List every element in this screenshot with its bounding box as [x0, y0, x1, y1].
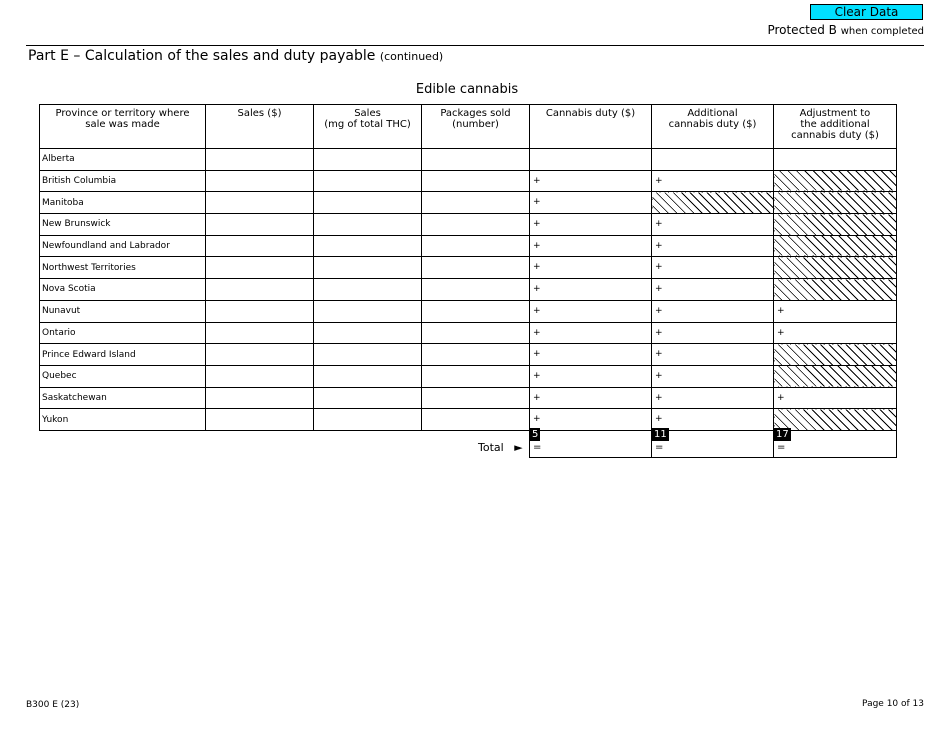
plus-sign: + — [533, 392, 541, 403]
plus-sign: + — [655, 262, 663, 273]
province-name: Northwest Territories — [40, 257, 206, 279]
table-row — [40, 344, 897, 366]
sales-dollars-field[interactable] — [206, 365, 314, 387]
sales-dollars-field[interactable] — [206, 279, 314, 301]
plus-sign: + — [533, 219, 541, 230]
province-name: Nova Scotia — [40, 279, 206, 301]
sales-dollars-field[interactable] — [206, 387, 314, 409]
plus-sign: + — [655, 392, 663, 403]
plus-sign: + — [533, 370, 541, 381]
cannabis-duty-field[interactable] — [530, 344, 652, 366]
province-name: New Brunswick — [40, 214, 206, 236]
plus-sign: + — [533, 327, 541, 338]
plus-sign: + — [533, 197, 541, 208]
table-row — [40, 257, 897, 279]
adjustment-field[interactable] — [774, 387, 897, 409]
adjustment-field — [774, 344, 897, 366]
additional-duty-field[interactable] — [652, 214, 774, 236]
packages-field[interactable] — [422, 365, 530, 387]
cannabis-duty-field[interactable] — [530, 322, 652, 344]
line-number-badge: 5 — [532, 429, 539, 440]
page-number: Page 10 of 13 — [862, 699, 924, 709]
line-number-badge: 17 — [776, 429, 789, 440]
adjustment-field — [774, 257, 897, 279]
sales-mg-field[interactable] — [314, 344, 422, 366]
adjustment-field — [774, 279, 897, 301]
packages-field[interactable] — [422, 214, 530, 236]
table-row — [40, 192, 897, 214]
table-header-row — [40, 105, 897, 149]
protected-note: when completed — [840, 26, 924, 37]
table-row — [40, 387, 897, 409]
additional-duty-field[interactable] — [652, 235, 774, 257]
equals-sign: = — [655, 442, 664, 453]
additional-duty-field[interactable] — [652, 170, 774, 192]
additional-duty-field — [652, 192, 774, 214]
plus-sign: + — [655, 370, 663, 381]
protected-text: Protected B — [767, 23, 837, 37]
adjustment-field[interactable] — [774, 322, 897, 344]
sales-mg-field[interactable] — [314, 149, 422, 171]
cannabis-duty-field[interactable] — [530, 235, 652, 257]
col-header-sales-dollars: Sales ($) — [206, 105, 314, 149]
protected-label — [767, 23, 924, 37]
plus-sign: + — [533, 175, 541, 186]
plus-sign: + — [533, 262, 541, 273]
sales-dollars-field[interactable] — [206, 214, 314, 236]
part-title-continued: (continued) — [379, 50, 444, 63]
sales-mg-field[interactable] — [314, 235, 422, 257]
plus-sign: + — [655, 349, 663, 360]
sales-mg-field[interactable] — [314, 192, 422, 214]
total-arrow-icon: ► — [514, 441, 523, 454]
total-label — [478, 441, 523, 454]
part-title-text: Part E – Calculation of the sales and duty payable — [28, 48, 376, 64]
additional-duty-field[interactable] — [652, 365, 774, 387]
table-row — [40, 279, 897, 301]
sales-dollars-field[interactable] — [206, 322, 314, 344]
sales-mg-field[interactable] — [314, 279, 422, 301]
additional-duty-field[interactable] — [652, 344, 774, 366]
adjustment-field — [774, 170, 897, 192]
province-name: Quebec — [40, 365, 206, 387]
table-row — [40, 365, 897, 387]
clear-data-button[interactable]: Clear Data — [810, 4, 923, 20]
adjustment-field[interactable] — [774, 300, 897, 322]
packages-field[interactable] — [422, 192, 530, 214]
province-name: Nunavut — [40, 300, 206, 322]
province-name: Alberta — [40, 149, 206, 171]
province-name: Newfoundland and Labrador — [40, 235, 206, 257]
col-header-additional-duty: Additional cannabis duty ($) — [652, 105, 774, 149]
plus-sign: + — [655, 305, 663, 316]
table-row — [40, 149, 897, 171]
additional-duty-field[interactable] — [652, 257, 774, 279]
packages-field[interactable] — [422, 170, 530, 192]
packages-field[interactable] — [422, 149, 530, 171]
equals-sign: = — [533, 442, 542, 453]
adjustment-field — [774, 365, 897, 387]
adjustment-field — [774, 192, 897, 214]
province-name: Manitoba — [40, 192, 206, 214]
table-row — [40, 235, 897, 257]
total-text: Total — [478, 441, 504, 454]
plus-sign: + — [533, 349, 541, 360]
sales-dollars-field[interactable] — [206, 170, 314, 192]
sales-dollars-field[interactable] — [206, 300, 314, 322]
packages-field[interactable] — [422, 409, 530, 431]
cannabis-duty-field[interactable] — [530, 170, 652, 192]
sales-mg-field[interactable] — [314, 387, 422, 409]
packages-field[interactable] — [422, 235, 530, 257]
col-header-packages: Packages sold (number) — [422, 105, 530, 149]
cannabis-duty-field[interactable] — [530, 192, 652, 214]
col-header-province: Province or territory where sale was made — [40, 105, 206, 149]
table-row — [40, 214, 897, 236]
sales-dollars-field[interactable] — [206, 257, 314, 279]
cannabis-duty-field[interactable] — [530, 365, 652, 387]
sales-dollars-field[interactable] — [206, 409, 314, 431]
packages-field[interactable] — [422, 279, 530, 301]
plus-sign: + — [655, 175, 663, 186]
total-cannabis-duty-field[interactable] — [529, 428, 652, 458]
adjustment-field — [774, 214, 897, 236]
packages-field[interactable] — [422, 300, 530, 322]
plus-sign: + — [655, 414, 663, 425]
plus-sign: + — [533, 240, 541, 251]
line-number-badge: 11 — [654, 429, 667, 440]
additional-duty-field[interactable] — [652, 322, 774, 344]
sales-mg-field[interactable] — [314, 365, 422, 387]
packages-field[interactable] — [422, 344, 530, 366]
plus-sign: + — [533, 305, 541, 316]
additional-duty-field[interactable] — [652, 300, 774, 322]
cannabis-duty-field[interactable] — [530, 300, 652, 322]
sales-dollars-field[interactable] — [206, 235, 314, 257]
equals-sign: = — [777, 442, 786, 453]
sales-mg-field[interactable] — [314, 170, 422, 192]
sales-dollars-field[interactable] — [206, 344, 314, 366]
plus-sign: + — [655, 327, 663, 338]
plus-sign: + — [777, 305, 785, 316]
province-name: Saskatchewan — [40, 387, 206, 409]
sales-mg-field[interactable] — [314, 300, 422, 322]
col-header-sales-mg: Sales (mg of total THC) — [314, 105, 422, 149]
additional-duty-field[interactable] — [652, 387, 774, 409]
table-row — [40, 300, 897, 322]
plus-sign: + — [777, 327, 785, 338]
province-name: Yukon — [40, 409, 206, 431]
plus-sign: + — [655, 240, 663, 251]
plus-sign: + — [533, 414, 541, 425]
cannabis-duty-field[interactable] — [530, 387, 652, 409]
edible-cannabis-table — [39, 104, 897, 431]
cannabis-duty-field[interactable] — [530, 279, 652, 301]
sales-mg-field[interactable] — [314, 409, 422, 431]
total-adjustment-field[interactable] — [773, 428, 897, 458]
sales-mg-field[interactable] — [314, 257, 422, 279]
plus-sign: + — [655, 284, 663, 295]
province-name: British Columbia — [40, 170, 206, 192]
additional-duty-field[interactable] — [652, 149, 774, 171]
packages-field[interactable] — [422, 257, 530, 279]
sales-mg-field[interactable] — [314, 214, 422, 236]
adjustment-field — [774, 235, 897, 257]
additional-duty-field[interactable] — [652, 279, 774, 301]
total-additional-duty-field[interactable] — [651, 428, 774, 458]
adjustment-field[interactable] — [774, 149, 897, 171]
cannabis-duty-field[interactable] — [530, 149, 652, 171]
sales-mg-field[interactable] — [314, 322, 422, 344]
plus-sign: + — [655, 219, 663, 230]
sales-dollars-field[interactable] — [206, 192, 314, 214]
province-name: Prince Edward Island — [40, 344, 206, 366]
col-header-cannabis-duty: Cannabis duty ($) — [530, 105, 652, 149]
plus-sign: + — [777, 392, 785, 403]
table-row — [40, 170, 897, 192]
sales-dollars-field[interactable] — [206, 149, 314, 171]
form-id: B300 E (23) — [26, 700, 80, 710]
packages-field[interactable] — [422, 322, 530, 344]
packages-field[interactable] — [422, 387, 530, 409]
table-row — [40, 322, 897, 344]
col-header-adjustment: Adjustment to the additional cannabis duty ($) — [774, 105, 897, 149]
cannabis-duty-field[interactable] — [530, 214, 652, 236]
table-title: Edible cannabis — [415, 82, 519, 97]
province-name: Ontario — [40, 322, 206, 344]
cannabis-duty-field[interactable] — [530, 257, 652, 279]
part-title — [28, 48, 443, 64]
plus-sign: + — [533, 284, 541, 295]
header-divider — [26, 45, 924, 46]
